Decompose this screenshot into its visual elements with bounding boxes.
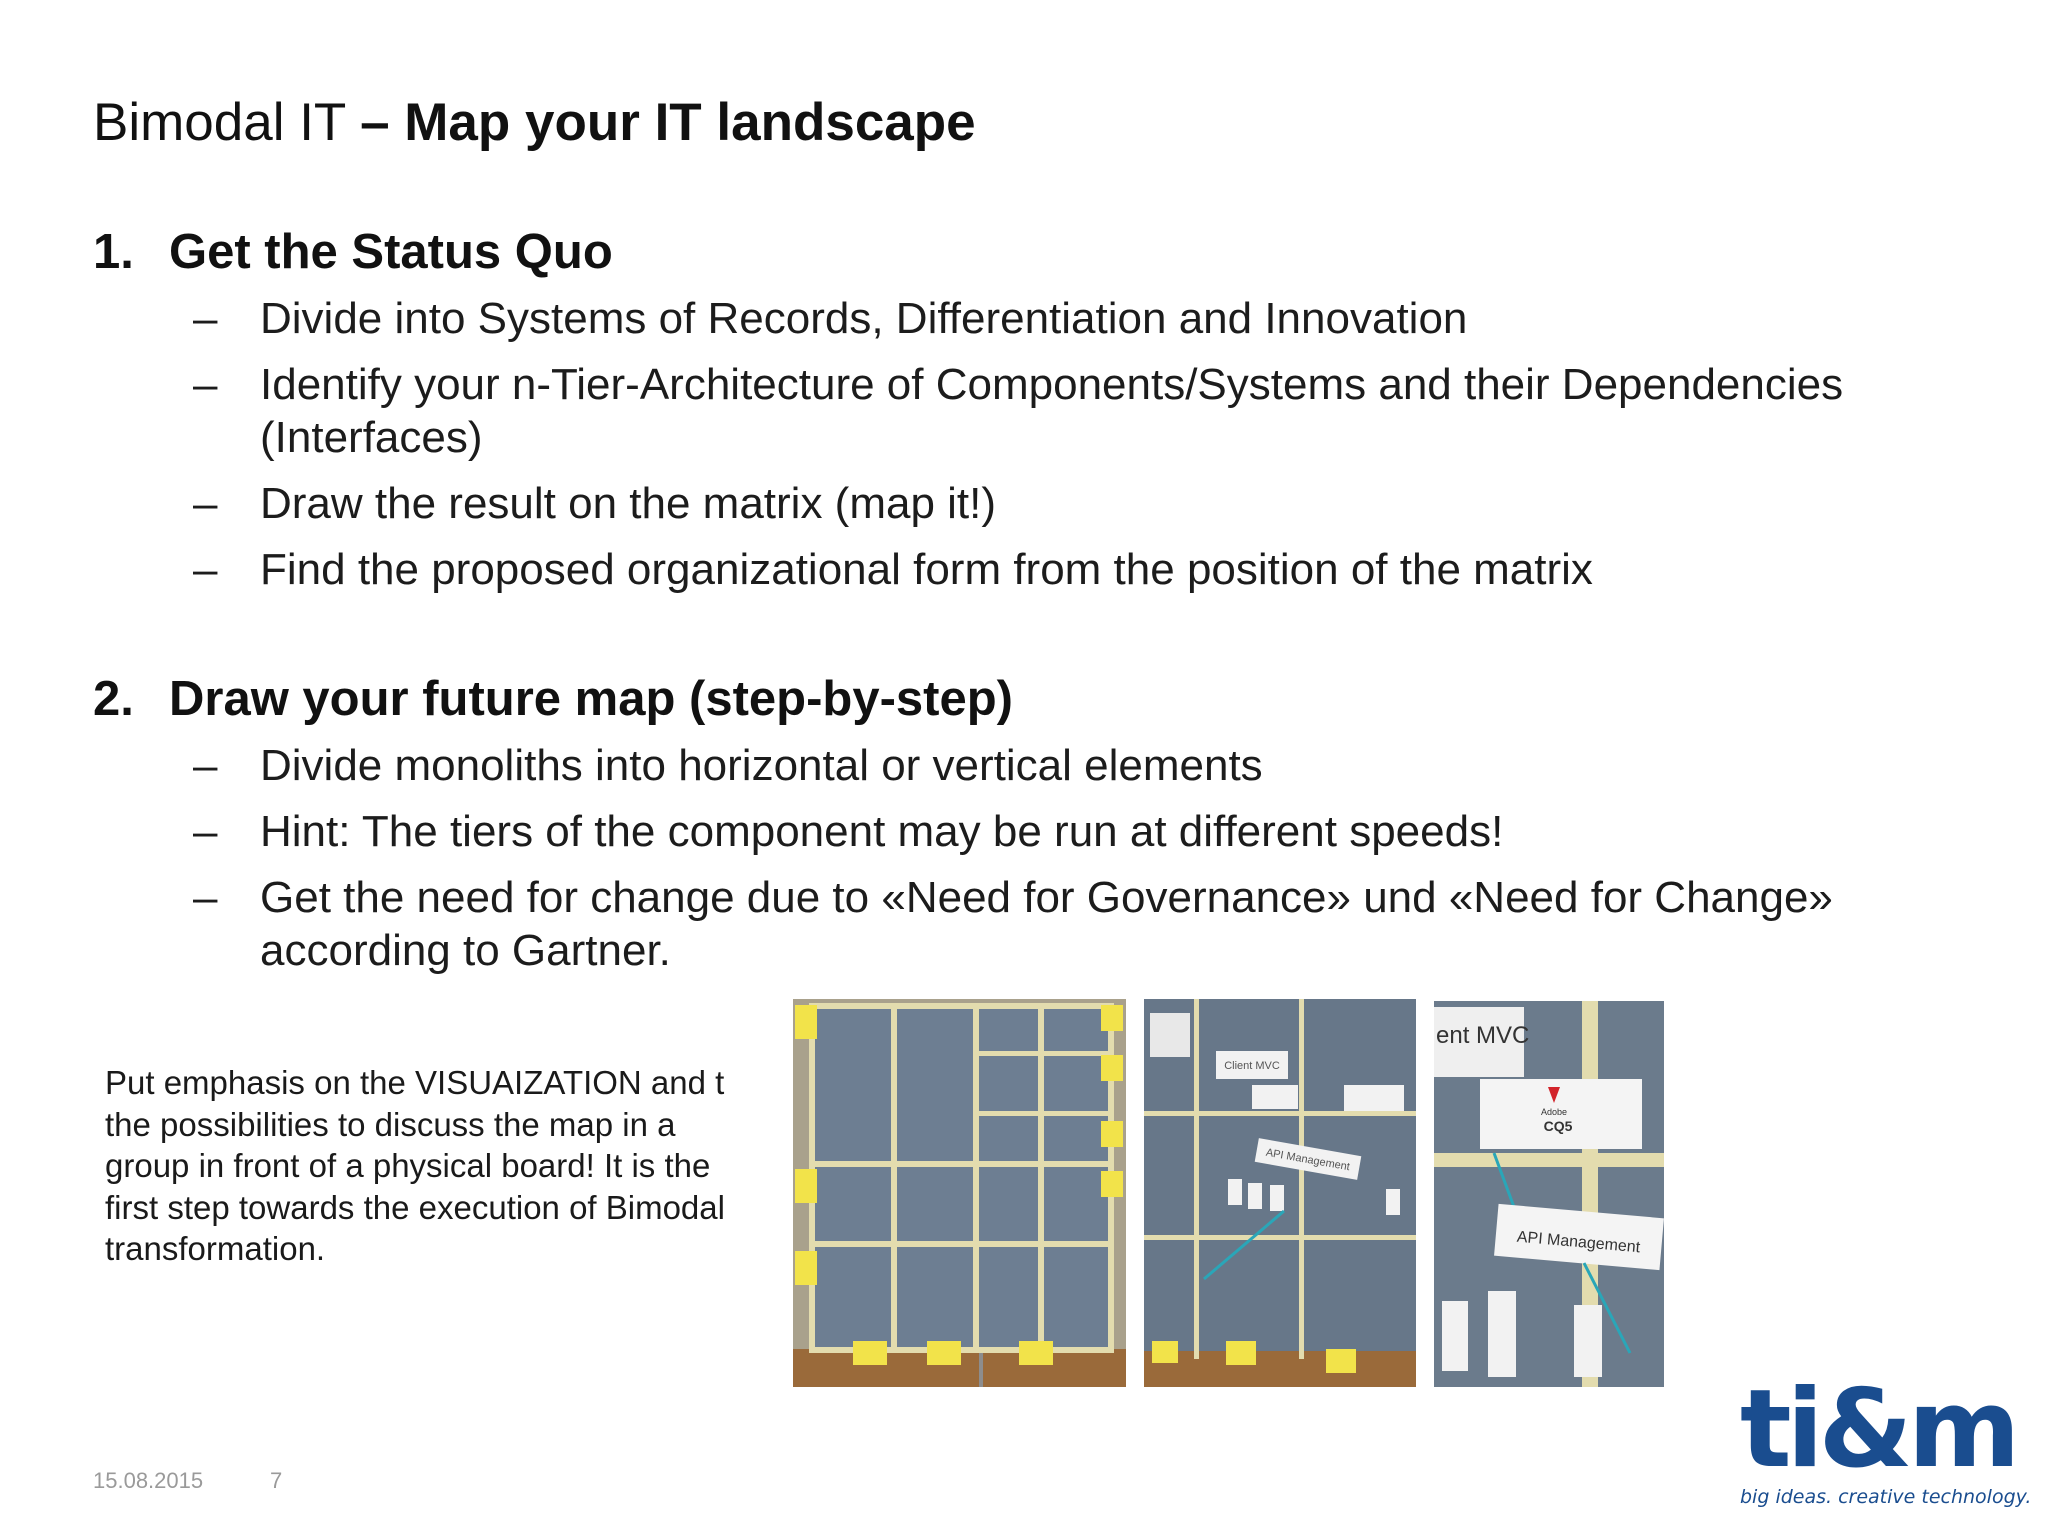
card-client-mvc: Client MVC: [1224, 1060, 1280, 1072]
board-photo-cards: [1144, 999, 1416, 1387]
page-number: 7: [270, 1468, 283, 1493]
bullet-item: [93, 805, 1943, 858]
card-api-management-closeup: API Management: [1516, 1228, 1641, 1257]
card-cq5: CQ5: [1543, 1118, 1573, 1134]
dash-marker: –: [193, 360, 218, 409]
title-emphasis: – Map your IT landscape: [360, 93, 976, 152]
dash-marker: –: [193, 294, 218, 343]
logo-mark: ti&m: [1740, 1367, 2016, 1492]
dash-marker: –: [193, 479, 218, 528]
bullet-item: [93, 358, 1943, 464]
section-title: Get the Status Quo: [169, 225, 613, 279]
title-prefix: Bimodal IT: [93, 93, 361, 152]
logo-tagline: big ideas. creative technology.: [1740, 1486, 2032, 1508]
bullet-item: [93, 292, 1943, 345]
emphasis-note: Put emphasis on the VISUAIZATION and t the possibilities to discuss the map in a group in front of a physical board! It is the first step towards the execution of Bimodal transformation.: [105, 1064, 725, 1267]
bullet-item: [93, 739, 1943, 792]
bullet-text: Divide monoliths into horizontal or vertical elements: [260, 741, 1263, 790]
bullet-text: Find the proposed organizational form from the position of the matrix: [260, 545, 1593, 594]
bullet-list: [93, 739, 1943, 977]
dash-marker: –: [193, 545, 218, 594]
bullet-item: [93, 543, 1943, 596]
section-number: 1.: [93, 225, 134, 279]
footer-date: 15.08.2015: [93, 1468, 204, 1493]
card-adobe: Adobe: [1540, 1107, 1568, 1117]
section-future-map: [93, 669, 1943, 990]
section-heading: [93, 669, 1943, 729]
dash-marker: –: [193, 807, 218, 856]
bullet-list: [93, 292, 1943, 596]
bullet-item: [93, 477, 1943, 530]
section-number: 2.: [93, 672, 134, 726]
card-ent-mvc: ent MVC: [1436, 1022, 1530, 1049]
dash-marker: –: [193, 873, 218, 922]
slide-title: [93, 92, 976, 153]
bullet-text: Divide into Systems of Records, Differentiation and Innovation: [260, 294, 1468, 343]
section-status-quo: [93, 222, 1943, 609]
card-api-management: API Management: [1264, 1146, 1351, 1174]
bullet-text: Draw the result on the matrix (map it!): [260, 479, 997, 528]
company-logo: [1740, 1367, 2032, 1508]
section-title: Draw your future map (step-by-step): [169, 672, 1013, 726]
bullet-item: [93, 871, 1943, 977]
dash-marker: –: [193, 741, 218, 790]
board-photo-matrix: [793, 999, 1126, 1387]
bullet-text: Identify your n-Tier-Architecture of Components/Systems and their Dependencies (Interfaces): [260, 360, 1844, 462]
bullet-text: Hint: The tiers of the component may be run at different speeds!: [260, 807, 1504, 856]
bullet-text: Get the need for change due to «Need for Governance» und «Need for Change» according to Gartner.: [260, 873, 1833, 975]
section-heading: [93, 222, 1943, 282]
board-photo-closeup: [1434, 1001, 1664, 1387]
